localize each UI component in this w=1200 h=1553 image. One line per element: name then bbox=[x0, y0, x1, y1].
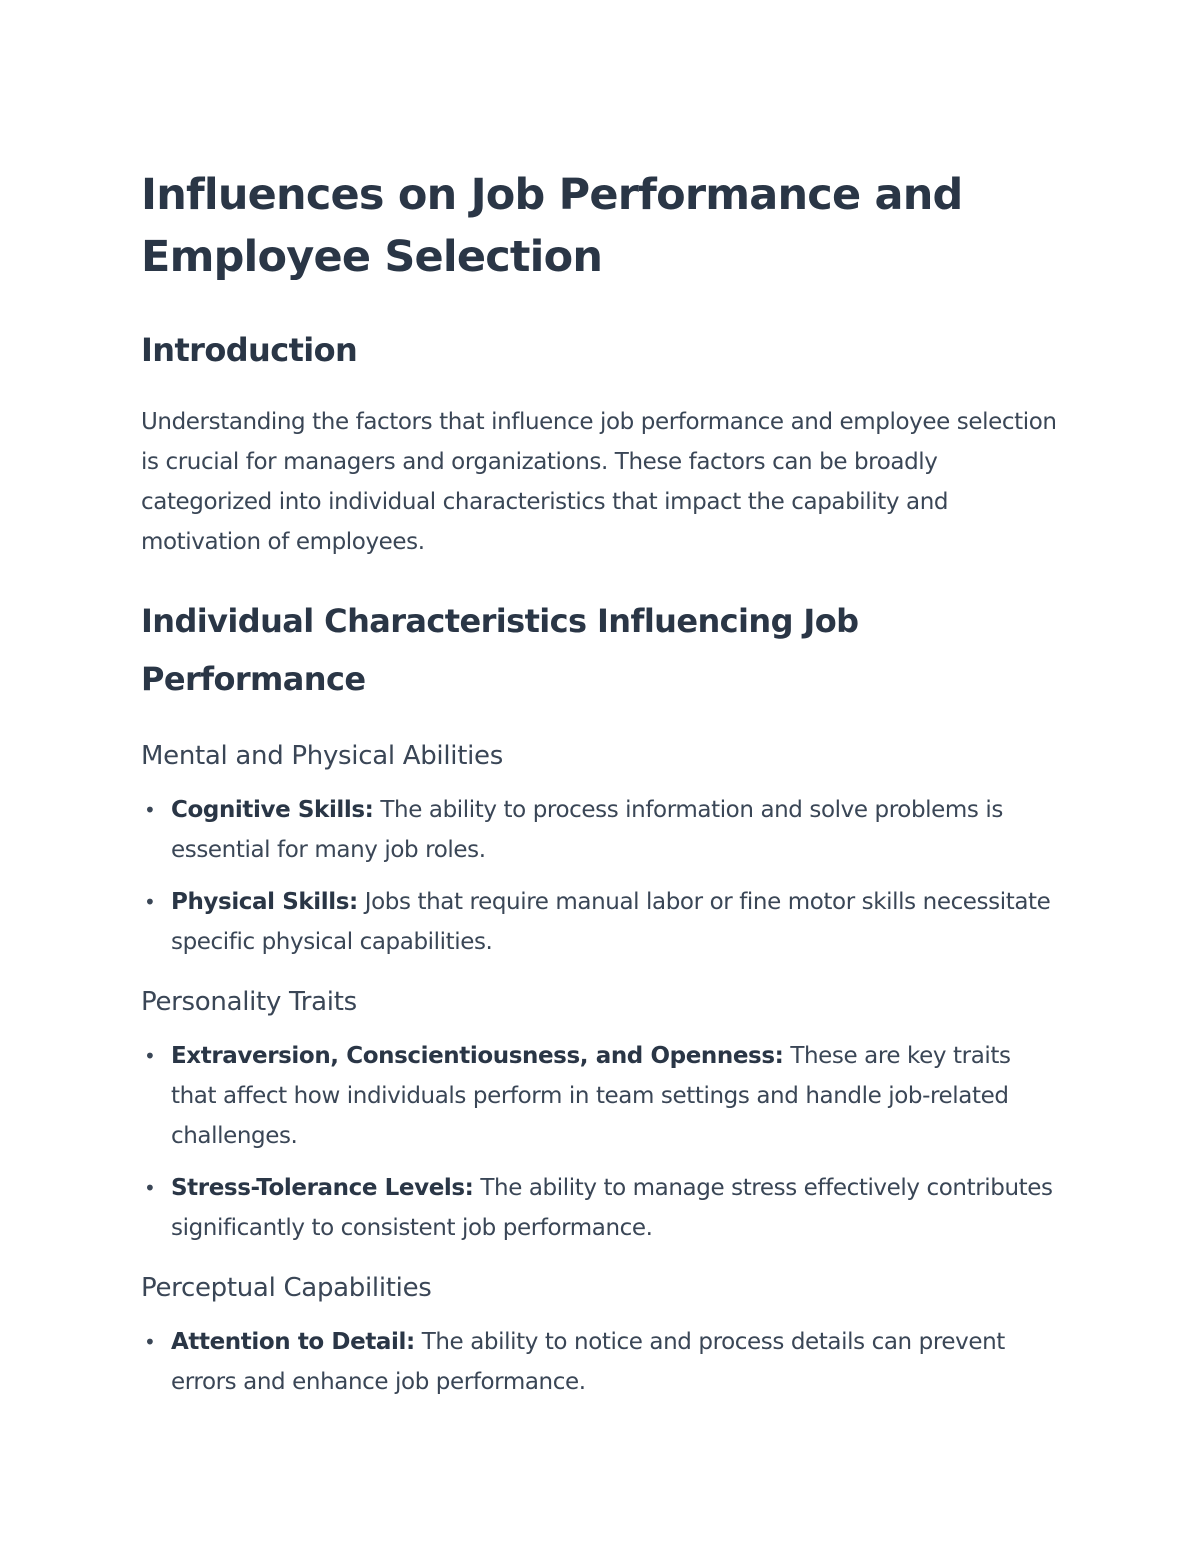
list-item bbox=[141, 882, 1061, 962]
bullet-list-mental-physical bbox=[141, 790, 1061, 962]
list-item-text: The ability to notice and process details can prevent errors and enhance job performance. bbox=[171, 1329, 1005, 1395]
bullet-icon: • bbox=[144, 798, 156, 822]
list-item-term: Physical Skills: bbox=[171, 889, 358, 915]
bullet-list-perceptual bbox=[141, 1322, 1061, 1402]
subsection-heading-personality: Personality Traits bbox=[141, 987, 357, 1017]
subsection-heading-perceptual: Perceptual Capabilities bbox=[141, 1273, 432, 1303]
list-item-text: The ability to manage stress effectively contributes significantly to consistent job performance. bbox=[171, 1175, 1053, 1241]
page-title: Influences on Job Performance and Employee Selection bbox=[141, 170, 963, 282]
list-item bbox=[141, 1168, 1061, 1248]
list-item-term: Attention to Detail: bbox=[171, 1329, 415, 1355]
list-item-term: Stress-Tolerance Levels: bbox=[171, 1175, 474, 1201]
bullet-icon: • bbox=[144, 1330, 156, 1354]
bullet-icon: • bbox=[144, 1176, 156, 1200]
subsection-heading-mental-physical: Mental and Physical Abilities bbox=[141, 741, 503, 771]
list-item bbox=[141, 1036, 1061, 1156]
document-page bbox=[141, 164, 1061, 1414]
list-item-term: Extraversion, Conscientiousness, and Openness: bbox=[171, 1043, 784, 1069]
bullet-icon: • bbox=[144, 890, 156, 914]
section-heading: Individual Characteristics Influencing Job Performance bbox=[141, 602, 859, 698]
list-item-text: Jobs that require manual labor or fine motor skills necessitate specific physical capabilities. bbox=[171, 889, 1051, 955]
list-item bbox=[141, 1322, 1061, 1402]
bullet-list-personality bbox=[141, 1036, 1061, 1248]
list-item-text: The ability to process information and solve problems is essential for many job roles. bbox=[171, 797, 1003, 863]
list-item bbox=[141, 790, 1061, 870]
bullet-icon: • bbox=[144, 1044, 156, 1068]
introduction-heading: Introduction bbox=[141, 331, 358, 369]
list-item-text: These are key traits that affect how individuals perform in team settings and handle job-related challenges. bbox=[171, 1043, 1011, 1149]
introduction-paragraph: Understanding the factors that influence job performance and employee selection is crucial for managers and organizations. These factors can be broadly categorized into individual characteristics that impact the capability and motivation of employees. bbox=[141, 409, 1057, 555]
list-item-term: Cognitive Skills: bbox=[171, 797, 374, 823]
